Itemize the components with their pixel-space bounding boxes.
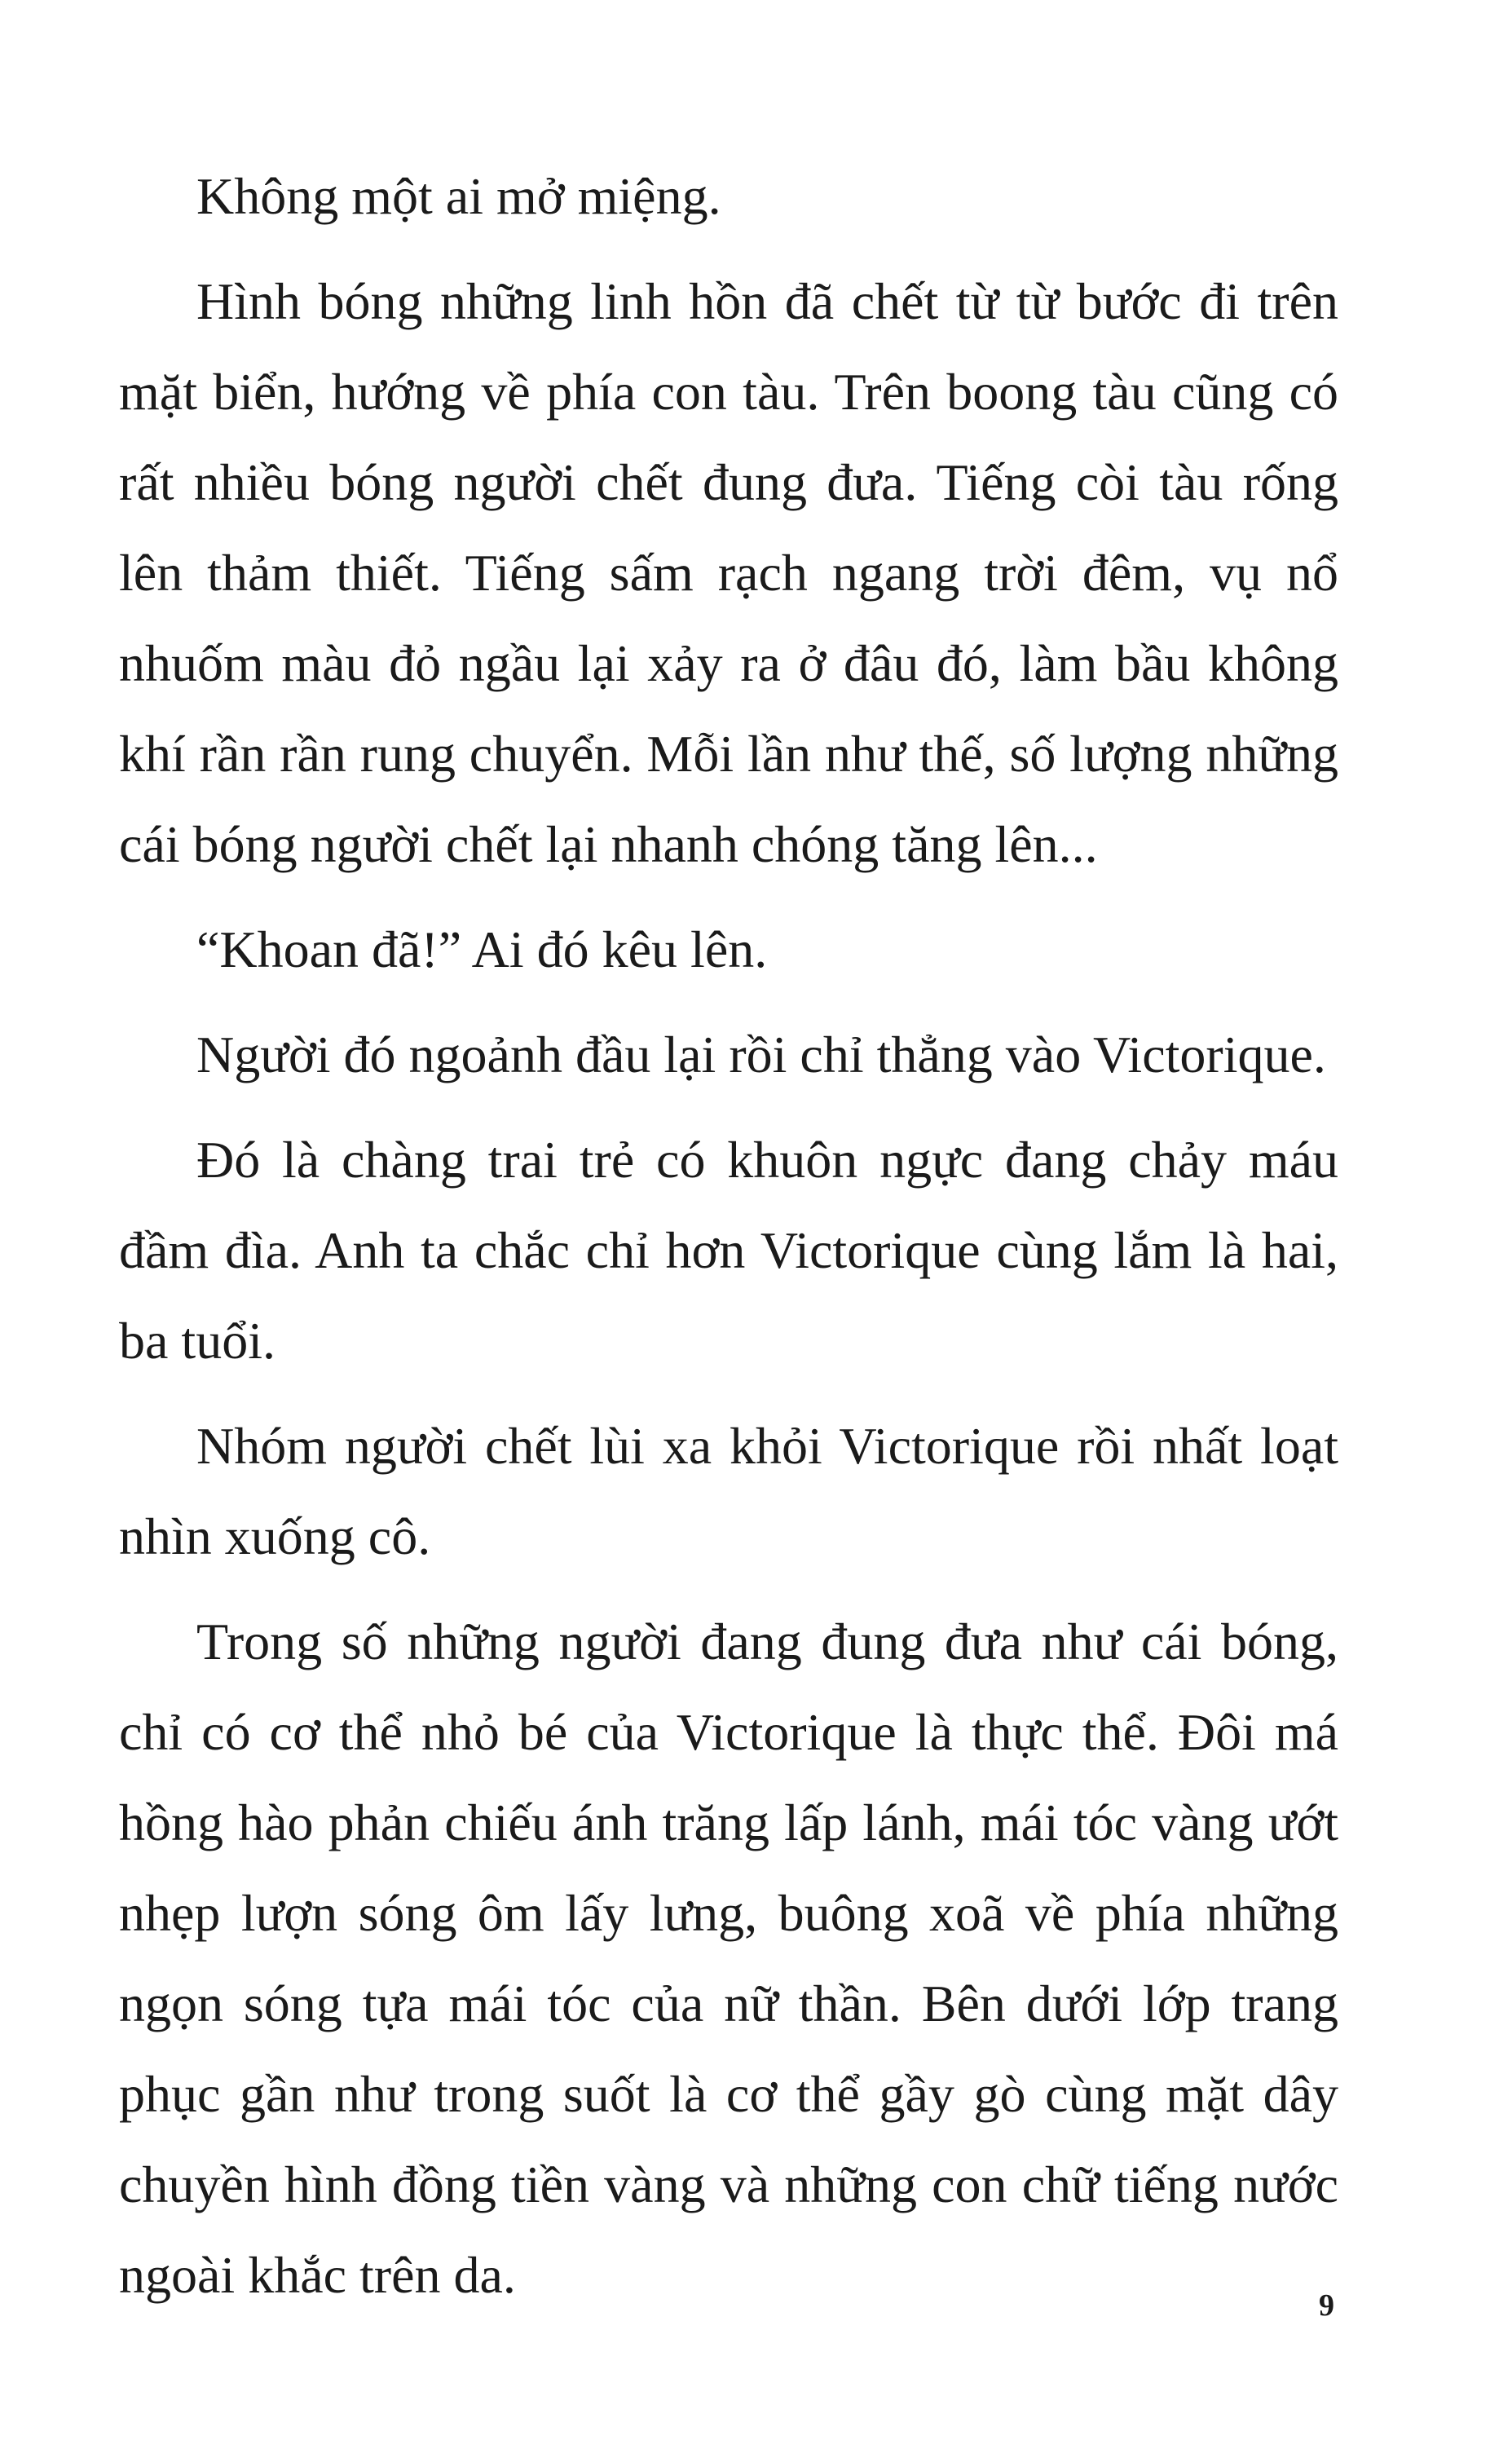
paragraph-6: Nhóm người chết lùi xa khỏi Victorique rồi nhất loạt nhìn xuống cô. [119,1417,1338,1565]
paragraph-4: Người đó ngoảnh đầu lại rồi chỉ thẳng vào Victorique. [196,1026,1326,1083]
paragraph-7: Trong số những người đang đung đưa như cái bóng, chỉ có cơ thể nhỏ bé của Victorique là thực thể. Đôi má hồng hào phản chiếu ánh trăng lấp lánh, mái tóc vàng ướt nhẹp lượn sóng ôm lấy lưng, buông xoã về phía những ngọn sóng tựa mái tóc của nữ thần. Bên dưới lớp trang phục gần như trong suốt là cơ thể gầy gò cùng mặt dây chuyền hình đồng tiền vàng và những con chữ tiếng nước ngoài khắc trên da. [119,1613,1338,2304]
paragraph-5: Đó là chàng trai trẻ có khuôn ngực đang chảy máu đầm đìa. Anh ta chắc chỉ hơn Victorique cùng lắm là hai, ba tuổi. [119,1131,1338,1370]
paragraph-3: “Khoan đã!” Ai đó kêu lên. [196,920,768,978]
paragraph-1: Không một ai mở miệng. [196,167,721,225]
body-text [119,151,1338,2335]
page-number: 9 [1319,2288,1334,2323]
paragraph-2: Hình bóng những linh hồn đã chết từ từ bước đi trên mặt biển, hướng về phía con tàu. Trên boong tàu cũng có rất nhiều bóng người chết đung đưa. Tiếng còi tàu rống lên thảm thiết. Tiếng sấm rạch ngang trời đêm, vụ nổ nhuốm màu đỏ ngầu lại xảy ra ở đâu đó, làm bầu không khí rần rần rung chuyển. Mỗi lần như thế, số lượng những cái bóng người chết lại nhanh chóng tăng lên... [119,272,1338,873]
